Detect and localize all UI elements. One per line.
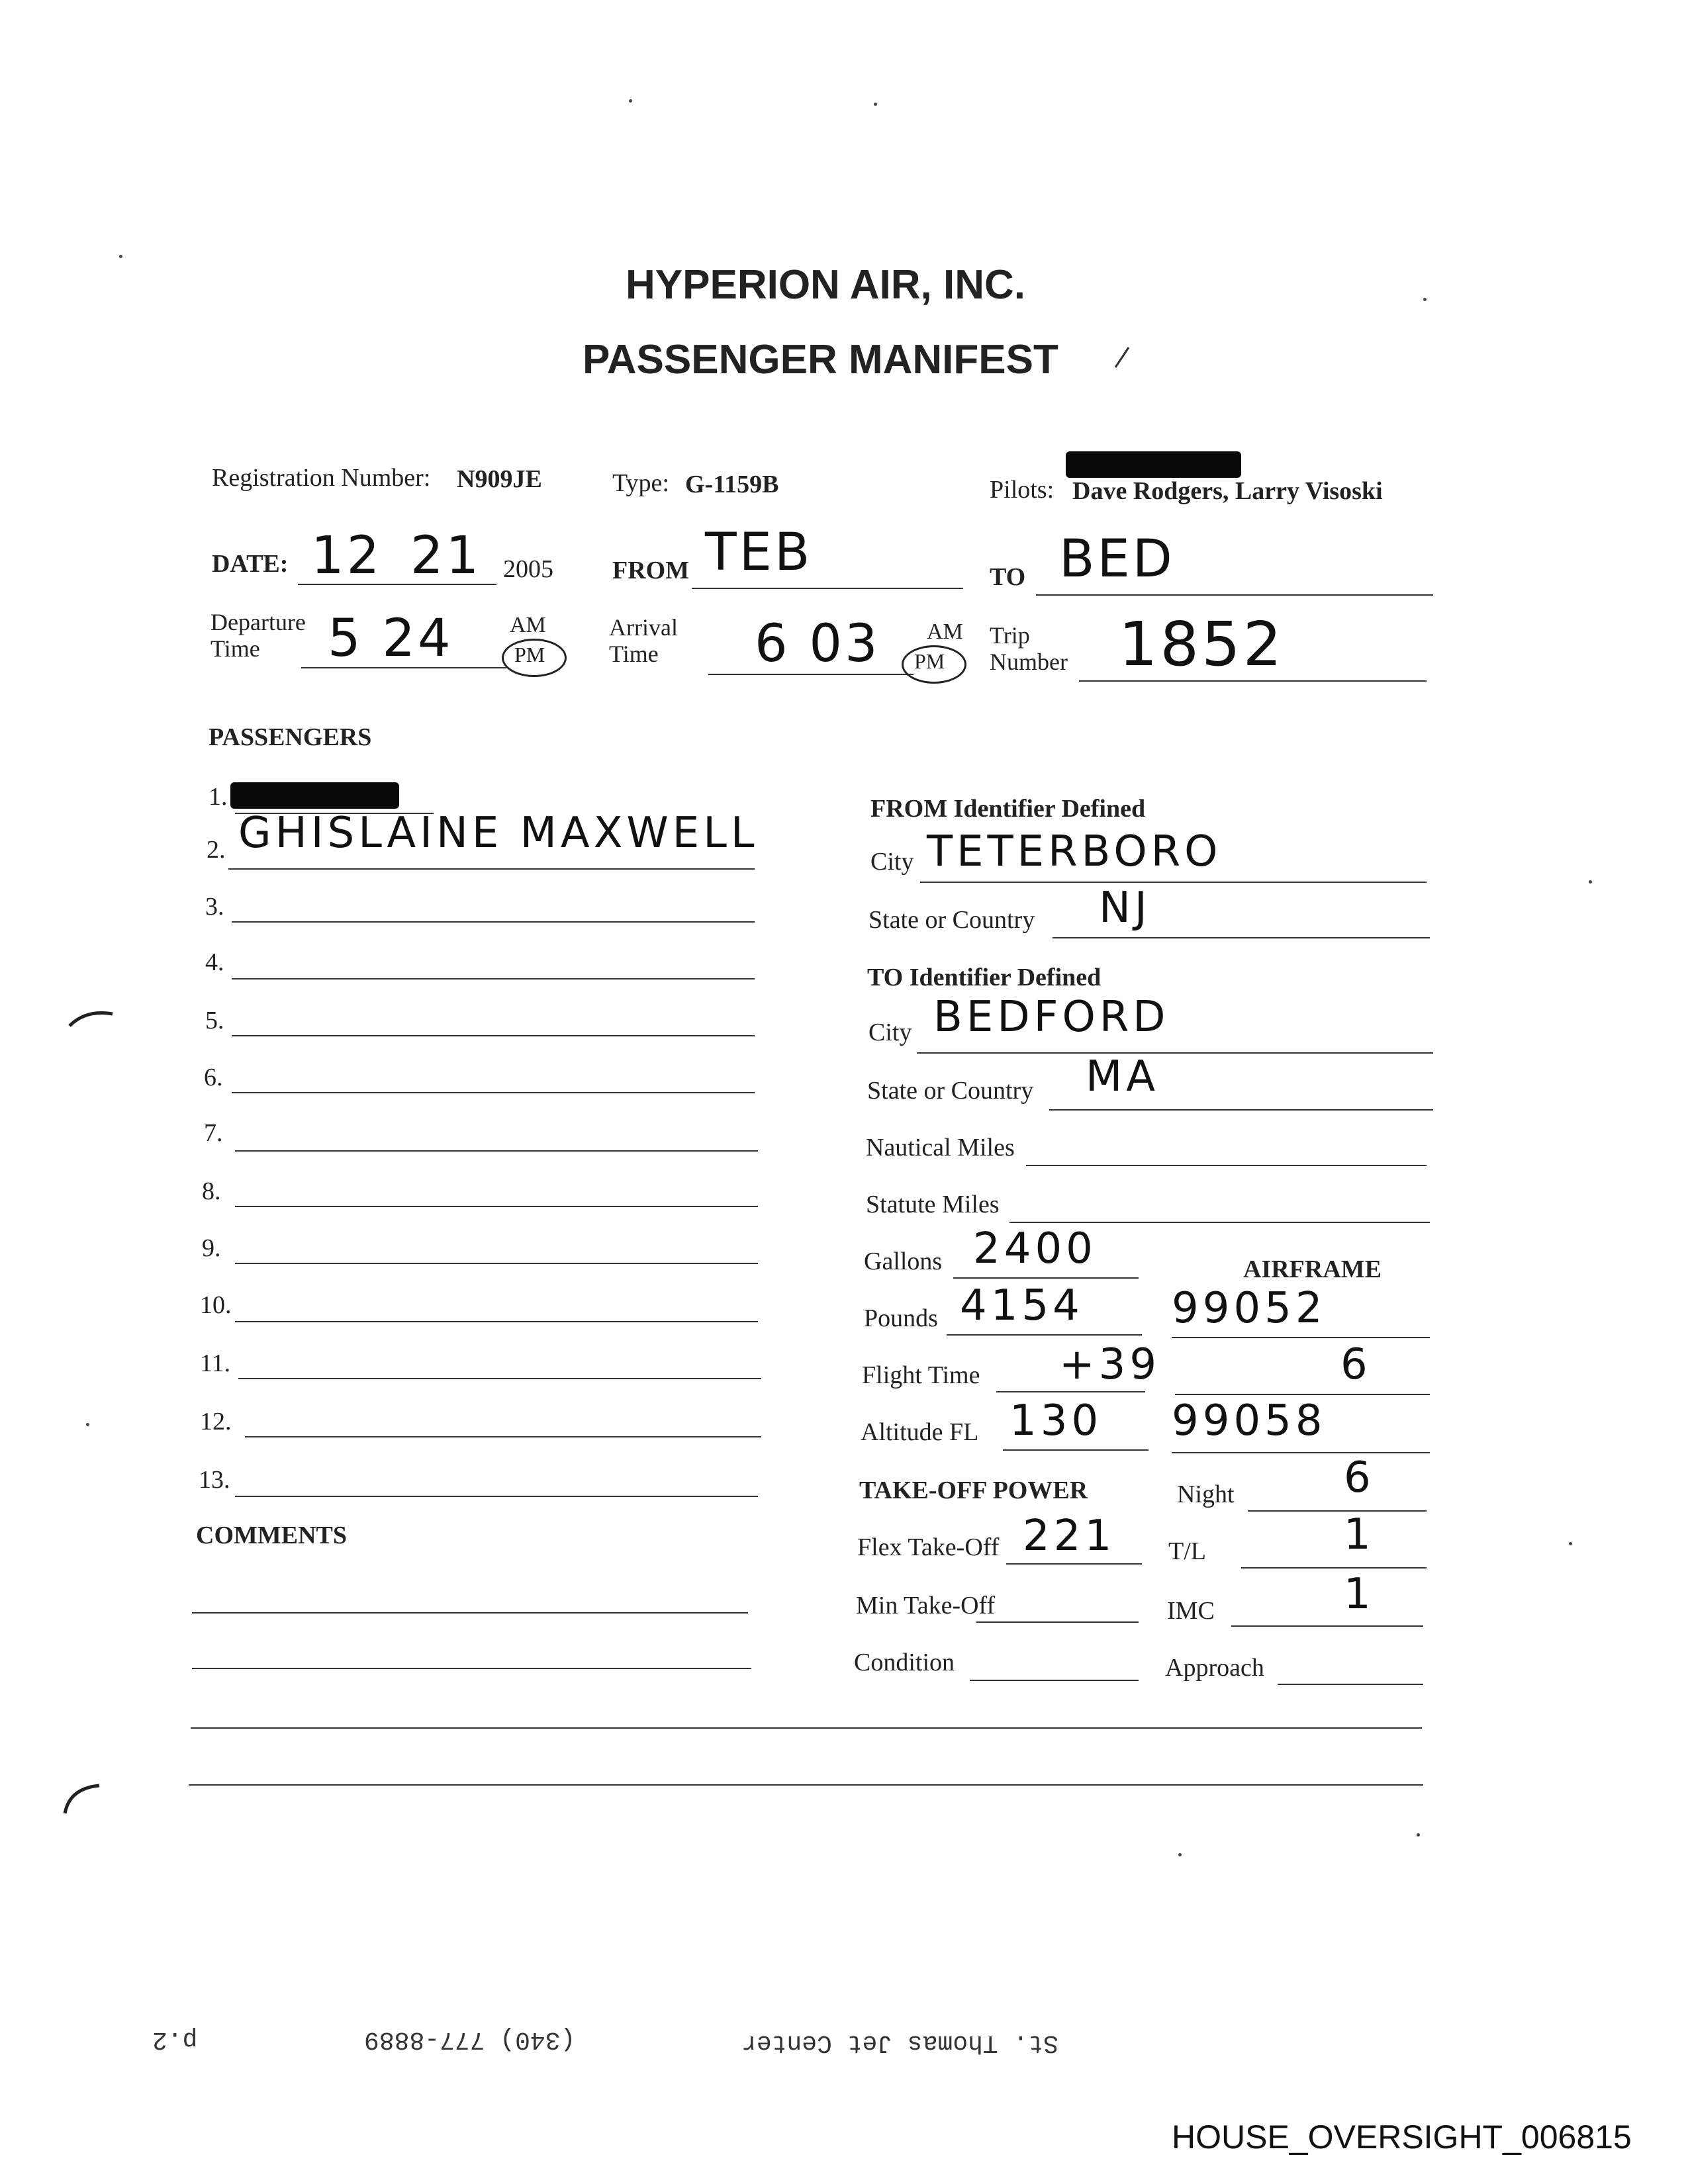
passenger-number: 11. <box>200 1349 231 1377</box>
airframe-line-1 <box>1172 1337 1430 1338</box>
comments-heading: COMMENTS <box>196 1522 347 1549</box>
pounds-line <box>947 1334 1142 1336</box>
registration-label: Registration Number: <box>212 464 431 492</box>
flight-time-value: +39 <box>1059 1340 1161 1389</box>
departure-time: 5 24 <box>328 609 453 668</box>
trip-number: 1852 <box>1119 609 1285 680</box>
arrival-am: AM <box>927 619 963 644</box>
scan-mark <box>60 1780 106 1820</box>
from-city-line <box>920 882 1427 883</box>
imc-line <box>1231 1625 1423 1627</box>
passenger-number: 12. <box>200 1408 232 1435</box>
from-state-label: State or Country <box>868 906 1035 934</box>
from-state-value: NJ <box>1099 884 1151 933</box>
passenger-line <box>235 1263 758 1264</box>
departure-am: AM <box>510 613 546 637</box>
approach-line <box>1278 1684 1423 1685</box>
passenger-number: 13. <box>199 1466 230 1494</box>
passenger-1-redaction <box>230 782 399 809</box>
airframe-label: AIRFRAME <box>1243 1255 1382 1283</box>
scan-speck <box>1178 1853 1182 1856</box>
registration-value: N909JE <box>457 465 542 493</box>
altitude-line <box>1003 1449 1149 1451</box>
passenger-number: 4. <box>205 948 224 976</box>
passenger-number: 6. <box>204 1064 223 1091</box>
comment-line <box>192 1612 748 1614</box>
passenger-line <box>228 868 755 870</box>
scan-mark <box>66 1006 119 1032</box>
nautical-miles-label: Nautical Miles <box>866 1134 1015 1161</box>
to-state-value: MA <box>1086 1052 1159 1101</box>
bates-number: HOUSE_OVERSIGHT_006815 <box>1172 2118 1632 2156</box>
scan-speck <box>1417 1833 1420 1837</box>
to-city-label: City <box>868 1019 912 1046</box>
pilots-label: Pilots: <box>990 476 1055 504</box>
passenger-number: 10. <box>200 1291 232 1319</box>
date-day: 21 <box>410 526 482 586</box>
company-name: HYPERION AIR, INC. <box>626 262 1025 308</box>
passenger-number: 5. <box>205 1007 224 1034</box>
scan-speck <box>1589 880 1592 884</box>
statute-miles-label: Statute Miles <box>866 1191 1000 1218</box>
fax-page-number: p.2 <box>152 2025 198 2054</box>
passenger-line <box>235 1321 758 1322</box>
document-title: PASSENGER MANIFEST <box>583 337 1058 383</box>
imc-label: IMC <box>1167 1597 1215 1625</box>
to-city-line <box>917 1052 1433 1054</box>
trip-label: Trip Number <box>990 622 1068 675</box>
passenger-number: 7. <box>204 1119 223 1147</box>
from-state-line <box>1053 937 1430 938</box>
from-city-label: City <box>870 848 914 876</box>
scan-speck <box>629 99 632 103</box>
passenger-number: 9. <box>202 1234 221 1262</box>
condition-label: Condition <box>854 1649 955 1676</box>
takeoff-power-label: TAKE-OFF POWER <box>859 1477 1088 1504</box>
airframe-line-3 <box>1172 1452 1430 1453</box>
night-label: Night <box>1177 1480 1235 1508</box>
arrival-pm: PM <box>914 649 945 673</box>
comment-line <box>189 1784 1423 1786</box>
to-label: TO <box>990 563 1026 591</box>
tl-value: 1 <box>1344 1510 1375 1559</box>
condition-line <box>970 1680 1139 1681</box>
date-year: 2005 <box>503 555 553 583</box>
min-takeoff-line <box>976 1621 1139 1623</box>
nautical-miles-line <box>1026 1165 1427 1166</box>
passenger-line <box>235 1150 758 1152</box>
date-month: 12 <box>311 526 383 586</box>
passenger-line <box>245 1436 761 1437</box>
flight-time-label: Flight Time <box>862 1361 980 1389</box>
passenger-number: 8. <box>202 1177 221 1205</box>
gallons-value: 2400 <box>973 1224 1097 1273</box>
airframe-value-3: 99058 <box>1172 1396 1327 1445</box>
tl-line <box>1241 1567 1427 1569</box>
comment-line <box>192 1668 751 1669</box>
night-line <box>1248 1510 1427 1512</box>
gallons-label: Gallons <box>864 1248 943 1275</box>
from-value: TEB <box>705 523 813 582</box>
airframe-value-1: 99052 <box>1172 1284 1327 1333</box>
airframe-line-2 <box>1175 1394 1430 1395</box>
passenger-line <box>238 1378 761 1379</box>
date-line <box>298 584 496 585</box>
departure-label: Departure Time <box>211 609 306 662</box>
scan-speck <box>1423 298 1427 301</box>
flex-takeoff-line <box>1006 1563 1142 1565</box>
night-value: 6 <box>1344 1453 1375 1502</box>
passenger-line <box>232 978 755 979</box>
tl-label: T/L <box>1168 1537 1206 1565</box>
flex-takeoff-value: 221 <box>1023 1512 1116 1561</box>
scan-speck <box>86 1423 89 1426</box>
date-label: DATE: <box>212 550 289 578</box>
scan-speck <box>119 255 122 258</box>
passenger-line <box>235 1496 758 1497</box>
arrival-line <box>708 674 914 675</box>
statute-miles-line <box>1009 1222 1430 1223</box>
to-line <box>1036 594 1433 596</box>
from-label: FROM <box>612 557 690 584</box>
gallons-line <box>953 1277 1139 1279</box>
from-identifier-heading: FROM Identifier Defined <box>870 795 1146 823</box>
altitude-value: 130 <box>1009 1396 1103 1445</box>
arrival-time: 6 03 <box>755 614 880 674</box>
passenger-name: GHISLAINE MAXWELL <box>238 809 759 858</box>
arrival-label: Arrival Time <box>609 614 678 667</box>
from-city-value: TETERBORO <box>927 827 1222 876</box>
passenger-line <box>232 921 755 923</box>
scan-mark <box>1112 344 1132 371</box>
flex-takeoff-label: Flex Take-Off <box>857 1533 1000 1561</box>
departure-pm: PM <box>514 643 545 666</box>
from-line <box>692 588 963 589</box>
fax-sender: St. Thomas Jet Center <box>741 2028 1058 2057</box>
passenger-line <box>232 1092 755 1093</box>
passenger-number: 1. <box>209 783 228 811</box>
to-city-value: BEDFORD <box>933 993 1170 1042</box>
passenger-line <box>235 1206 758 1207</box>
departure-line <box>301 667 506 668</box>
flight-time-line <box>996 1391 1145 1392</box>
approach-label: Approach <box>1165 1654 1264 1682</box>
fax-phone-number: (340) 777-8889 <box>364 2025 576 2054</box>
imc-value: 1 <box>1344 1570 1375 1619</box>
type-value: G-1159B <box>685 471 779 498</box>
to-state-line <box>1049 1109 1433 1111</box>
passenger-number: 3. <box>205 893 224 921</box>
altitude-label: Altitude FL <box>861 1418 979 1446</box>
scan-speck <box>1569 1542 1572 1545</box>
passenger-line <box>232 1035 755 1036</box>
scan-speck <box>874 103 877 106</box>
min-takeoff-label: Min Take-Off <box>856 1592 996 1619</box>
to-identifier-heading: TO Identifier Defined <box>867 964 1102 991</box>
pounds-value: 4154 <box>960 1281 1084 1330</box>
pounds-label: Pounds <box>864 1304 938 1332</box>
to-value: BED <box>1059 529 1175 589</box>
comment-line <box>191 1727 1422 1729</box>
trip-line <box>1079 680 1427 682</box>
airframe-value-2: 6 <box>1340 1340 1372 1389</box>
redaction-bar <box>1066 451 1241 478</box>
passenger-number: 2. <box>207 836 226 864</box>
pilots-value: Dave Rodgers, Larry Visoski <box>1072 477 1383 505</box>
type-label: Type: <box>612 469 669 497</box>
to-state-label: State or Country <box>867 1077 1034 1105</box>
passengers-heading: PASSENGERS <box>209 723 372 751</box>
